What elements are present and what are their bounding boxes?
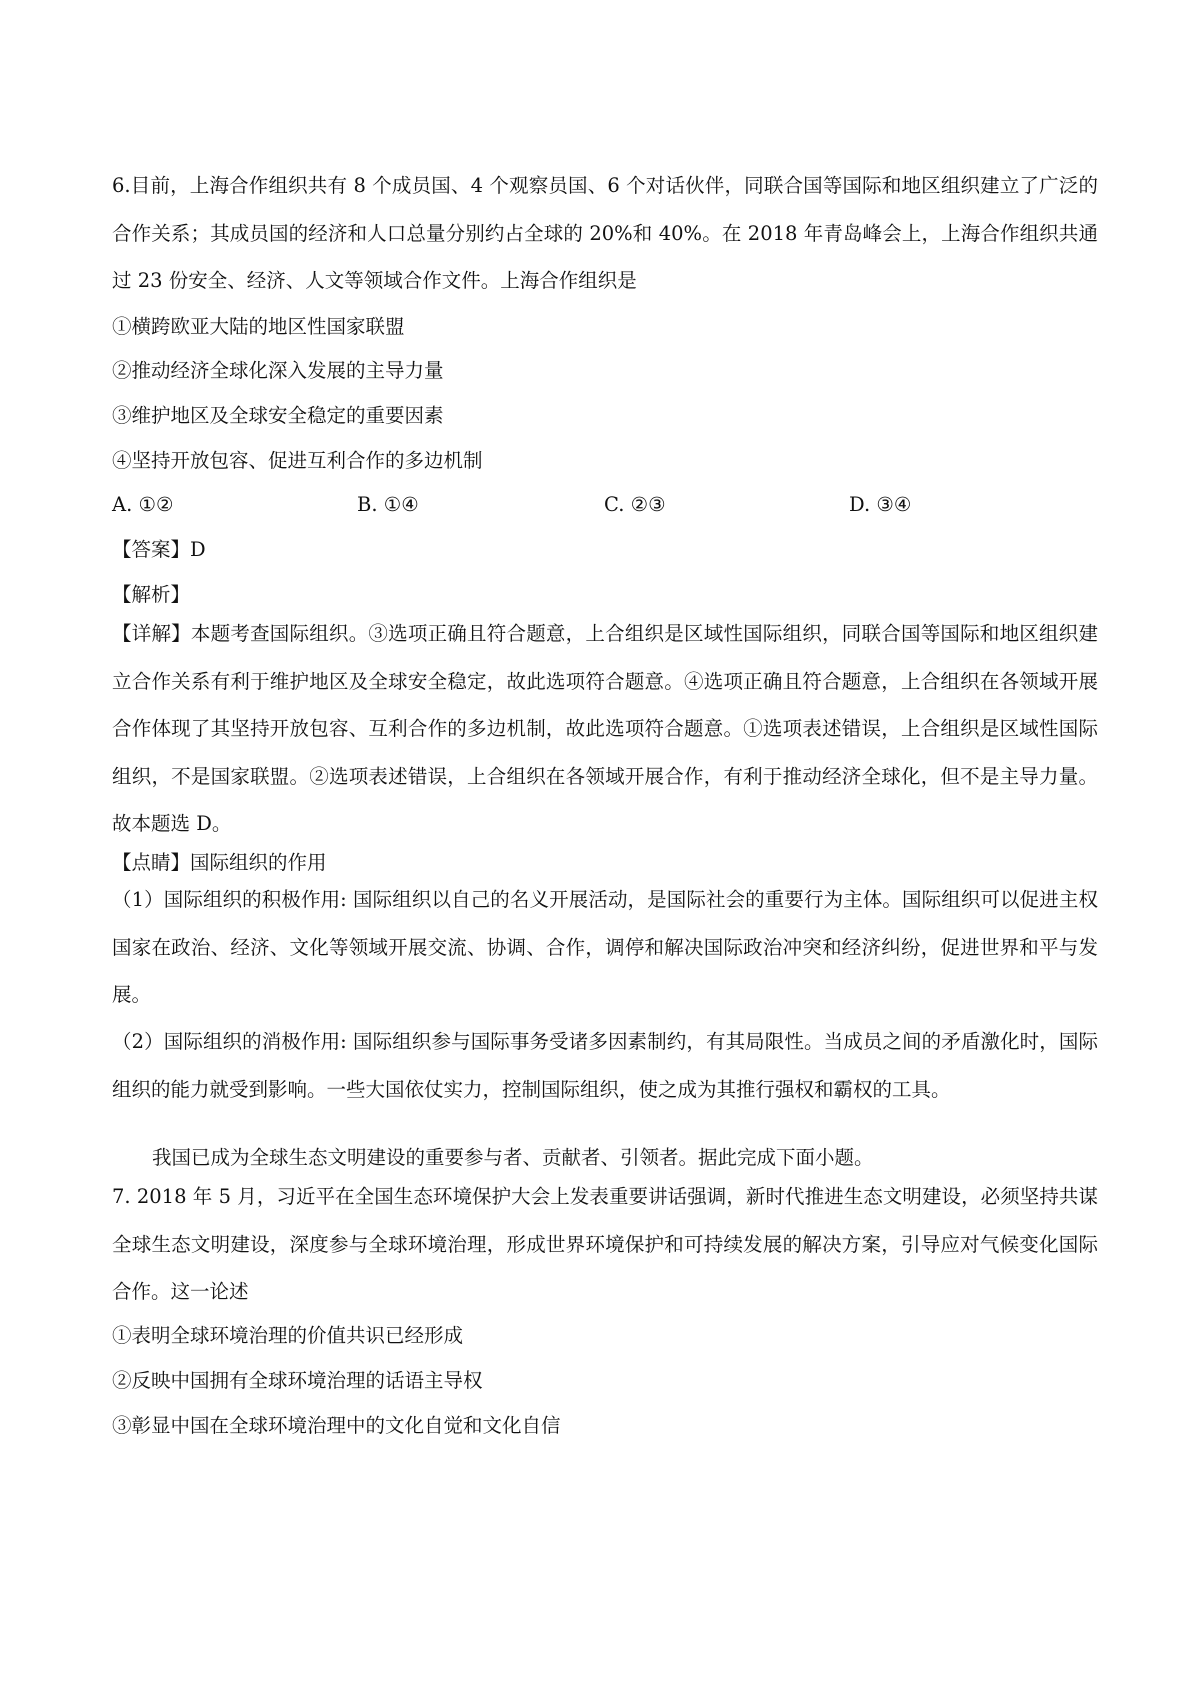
q6-dianjing: 【点睛】国际组织的作用 (112, 851, 327, 874)
q6-answer: 【答案】D (112, 538, 206, 561)
q6-option-a: A. ①② (112, 493, 174, 516)
q7-stem: 7. 2018 年 5 月，习近平在全国生态环境保护大会上发表重要讲话强调，新时代推进生态文明建设，必须坚持共谋全球生态文明建设，深度参与全球环境治理，形成世界环境保护和可持续发展的解决方案，引导应对气候变化国际合作。这一论述 (112, 1185, 1098, 1304)
q6-point-2: （2）国际组织的消极作用: 国际组织参与国际事务受诸多因素制约，有其局限性。当成员之间的矛盾激化时，国际组织的能力就受到影响。一些大国依仗实力，控制国际组织，使之成为其推行强权和霸权的工具。 (112, 1030, 1098, 1101)
q6-item-2: ②推动经济全球化深入发展的主导力量 (112, 359, 444, 382)
q6-stem: 6.目前，上海合作组织共有 8 个成员国、4 个观察员国、6 个对话伙伴，同联合国等国际和地区组织建立了广泛的合作关系；其成员国的经济和人口总量分别约占全球的 20%和 40%。在 2018 年青岛峰会上，上海合作组织共通过 23 份安全、经济、人文等领域合作文件。上海合作组织是 (112, 174, 1098, 293)
q7-item-2: ②反映中国拥有全球环境治理的话语主导权 (112, 1369, 483, 1392)
q6-item-4: ④坚持开放包容、促进互利合作的多边机制 (112, 449, 483, 472)
q6-option-b: B. ①④ (357, 493, 419, 516)
q6-option-d: D. ③④ (849, 493, 912, 516)
q7-item-3: ③彰显中国在全球环境治理中的文化自觉和文化自信 (112, 1414, 561, 1437)
q6-item-3: ③维护地区及全球安全稳定的重要因素 (112, 404, 444, 427)
q6-item-1: ①横跨欧亚大陆的地区性国家联盟 (112, 315, 405, 338)
q6-option-c: C. ②③ (604, 493, 666, 516)
q7-item-1: ①表明全球环境治理的价值共识已经形成 (112, 1324, 464, 1347)
q6-detail: 【详解】本题考查国际组织。③选项正确且符合题意，上合组织是区域性国际组织，同联合国等国际和地区组织建立合作关系有利于维护地区及全球安全稳定，故此选项符合题意。④选项正确且符合题意，上合组织在各领域开展合作体现了其坚持开放包容、互利合作的多边机制，故此选项符合题意。①选项表述错误，上合组织是区域性国际组织，不是国家联盟。②选项表述错误，上合组织在各领域开展合作，有利于推动经济全球化，但不是主导力量。故本题选 D。 (112, 622, 1098, 836)
q6-analysis-label: 【解析】 (112, 583, 191, 606)
q6-point-1: （1）国际组织的积极作用: 国际组织以自己的名义开展活动，是国际社会的重要行为主体。国际组织可以促进主权国家在政治、经济、文化等领域开展交流、协调、合作，调停和解决国际政治冲突和经济纠纷，促进世界和平与发展。 (112, 888, 1098, 1007)
group-intro: 我国已成为全球生态文明建设的重要参与者、贡献者、引领者。据此完成下面小题。 (152, 1146, 874, 1169)
